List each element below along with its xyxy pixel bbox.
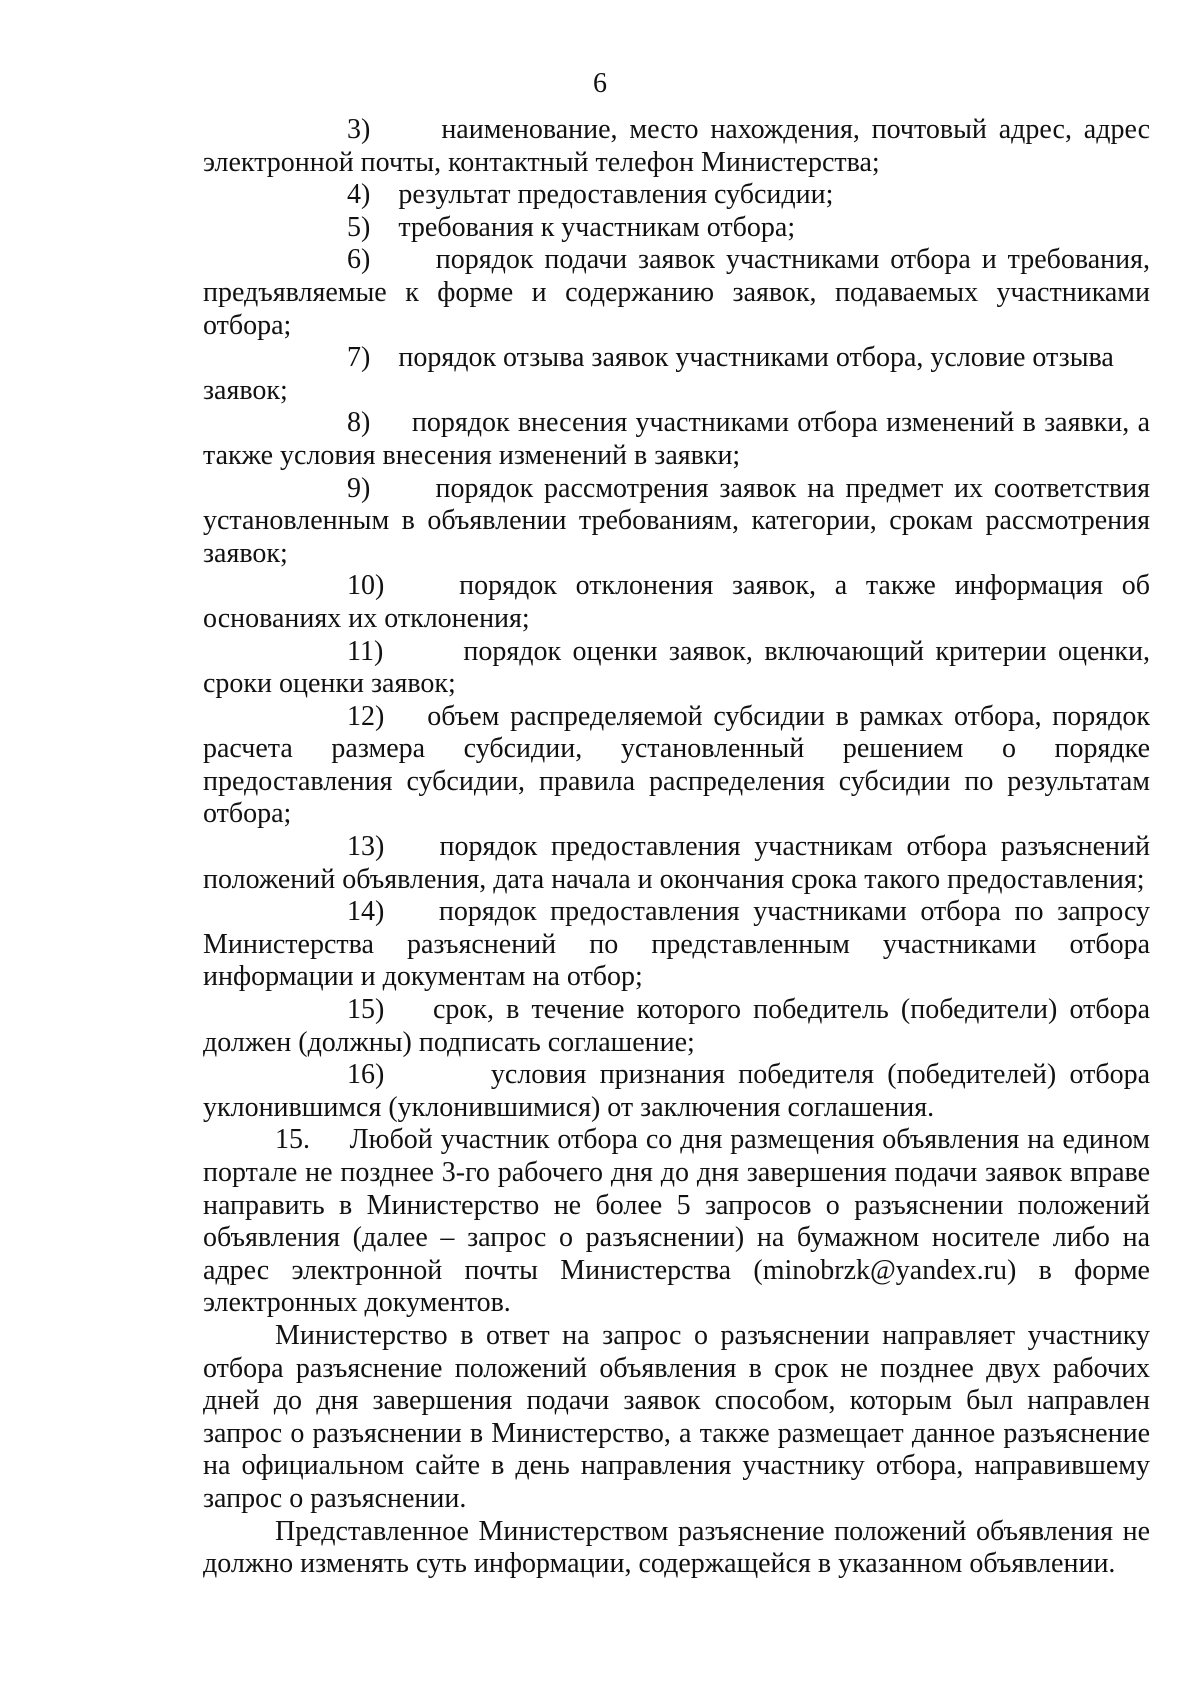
item-number: 15) (347, 994, 385, 1026)
item-number: 3) (347, 114, 371, 145)
item-text: объем распределяемой субсидии в рамках отбора, порядок расчета размера субсидии, установленный решением о порядке предоставления субсидии, правила распределения субсидии по результатам отбора; (203, 700, 1150, 830)
list-item (203, 342, 1150, 407)
clause-text: Любой участник отбора со дня размещения объявления на едином портале не позднее 3-го рабочего дня до дня завершения подачи заявок вправе направить в Министерство не более 5 запросов о разъяснении положений объявления (далее – запрос о разъяснении) на бумажном носителе либо на адрес электронной почты Министерства (minobrzk@yandex.ru) в форме электронных документов. (203, 1124, 1151, 1319)
item-text: требования к участникам отбора; (398, 211, 796, 243)
list-item (203, 570, 1150, 635)
list-item (203, 994, 1150, 1059)
item-number: 12) (347, 700, 385, 732)
item-text: условия признания победителя (победителей) отбора уклонившимся (уклонившимися) от заключения соглашения. (203, 1059, 1150, 1123)
list-item (203, 212, 1150, 245)
clause-number: 15. (275, 1124, 310, 1156)
list-item (203, 701, 1150, 831)
list-item (203, 114, 1150, 179)
item-number: 5) (347, 211, 371, 243)
item-number: 10) (347, 570, 385, 602)
item-text: результат предоставления субсидии; (398, 179, 834, 211)
item-text: порядок предоставления участникам отбора разъяснений положений объявления, дата начала и окончания срока такого предоставления; (203, 831, 1151, 895)
item-text: порядок рассмотрения заявок на предмет их соответствия установленным в объявлении требованиям, категории, срокам рассмотрения заявок; (203, 472, 1151, 569)
item-number: 8) (347, 407, 371, 439)
page-number: 6 (593, 68, 607, 99)
document-body (203, 114, 1150, 1581)
item-text: порядок отзыва заявок участниками отбора, условие отзыва заявок; (203, 342, 1114, 406)
item-text: срок, в течение которого победитель (победители) отбора должен (должны) подписать соглашение; (203, 994, 1150, 1058)
list-item (203, 636, 1150, 701)
clause-15 (203, 1124, 1150, 1320)
item-number: 16) (347, 1059, 385, 1091)
item-text: наименование, место нахождения, почтовый адрес, адрес электронной почты, контактный телефон Министерства; (203, 114, 1150, 178)
paragraph-final: Представленное Министерством разъяснение положений объявления не должно изменять суть информации, содержащейся в указанном объявлении. (203, 1515, 1150, 1580)
item-number: 9) (347, 472, 371, 504)
item-number: 13) (347, 831, 385, 863)
paragraph-response: Министерство в ответ на запрос о разъяснении направляет участнику отбора разъяснение положений объявления в срок не позднее двух рабочих дней до дня завершения подачи заявок способом, которым был направлен запрос о разъяснении в Министерство, а также размещает данное разъяснение на официальном сайте в день направления участнику отбора, направившему запрос о разъяснении. (203, 1319, 1150, 1514)
list-item (203, 179, 1150, 212)
list-item (203, 473, 1150, 571)
item-text: порядок подачи заявок участниками отбора и требования, предъявляемые к форме и содержанию заявок, подаваемых участниками отбора; (203, 244, 1150, 341)
item-text: порядок предоставления участниками отбора по запросу Министерства разъяснений по представленным участниками отбора информации и документам на отбор; (203, 896, 1151, 993)
list-item (203, 407, 1150, 472)
item-text: порядок отклонения заявок, а также информация об основаниях их отклонения; (203, 570, 1151, 634)
item-number: 4) (347, 179, 371, 211)
item-text: порядок оценки заявок, включающий критерии оценки, сроки оценки заявок; (203, 635, 1150, 700)
list-item (203, 831, 1150, 896)
list-item (203, 244, 1150, 342)
item-number: 11) (347, 635, 384, 667)
list-item (203, 896, 1150, 994)
list-item (203, 1059, 1150, 1124)
item-text: порядок внесения участниками отбора изменений в заявки, а также условия внесения изменений в заявки; (203, 407, 1150, 471)
item-number: 7) (347, 342, 371, 374)
item-number: 6) (347, 244, 371, 276)
item-number: 14) (347, 896, 385, 928)
